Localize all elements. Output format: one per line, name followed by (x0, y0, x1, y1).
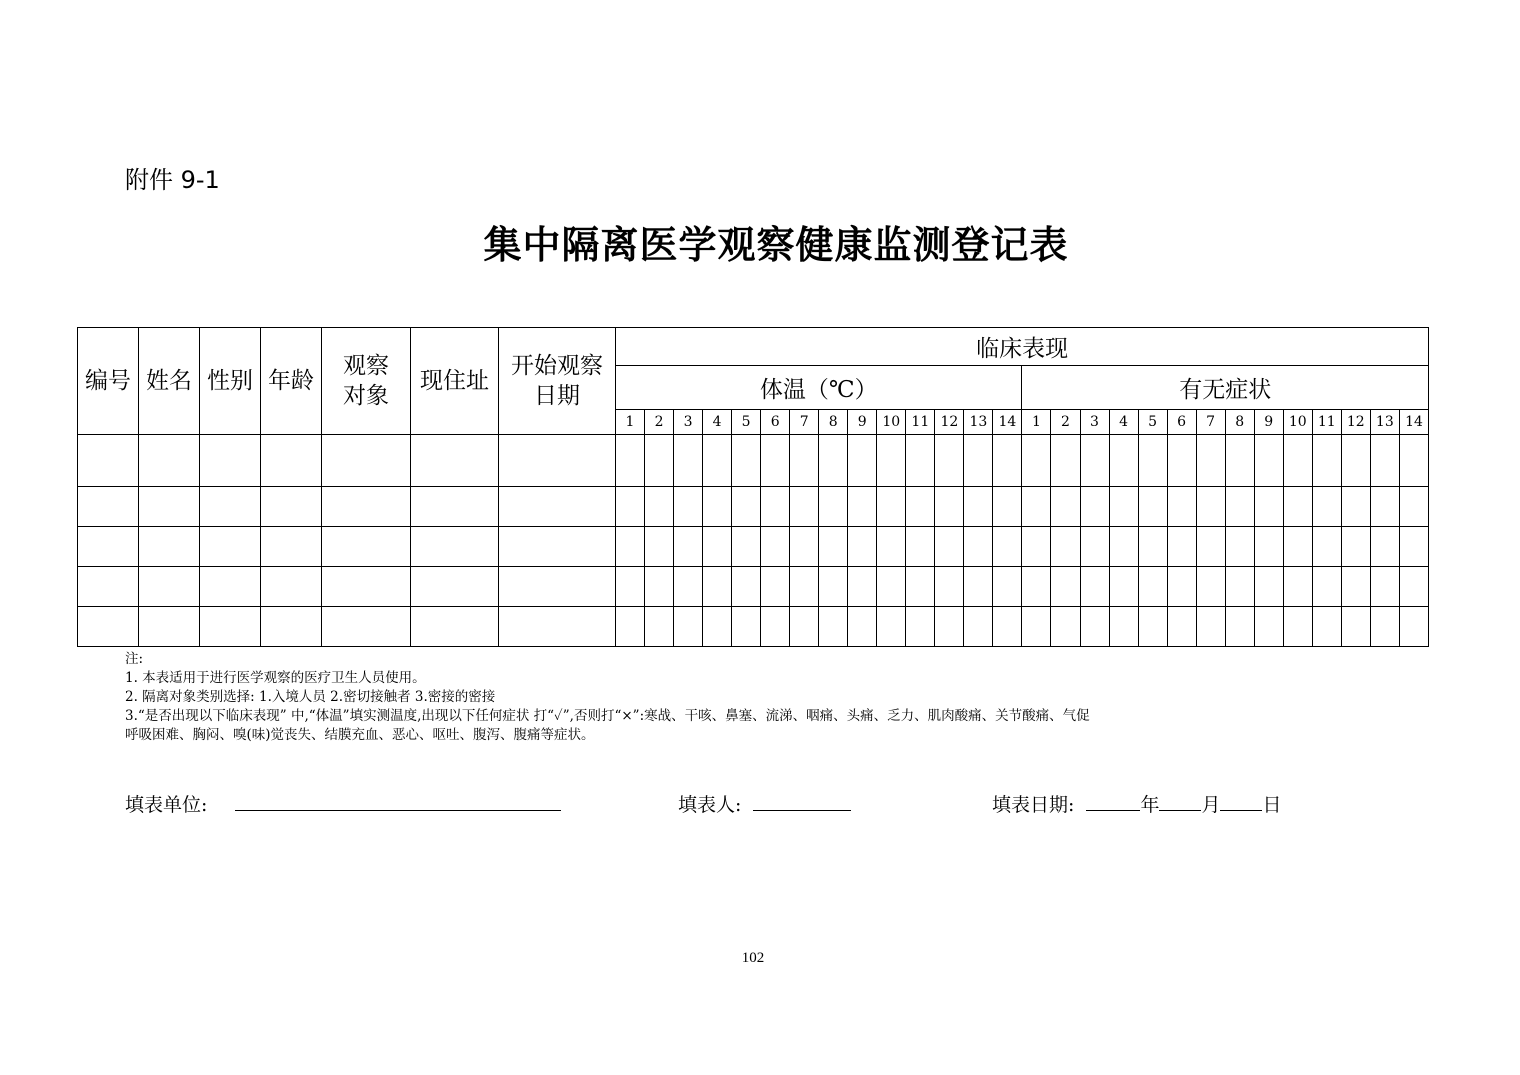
year-label: 年 (1140, 794, 1160, 816)
symptom-day-header: 12 (1341, 410, 1370, 435)
table-cell[interactable] (200, 487, 261, 527)
fill-date (992, 790, 1282, 817)
month-blank[interactable] (1159, 792, 1201, 811)
table-cell[interactable] (1399, 435, 1428, 487)
symptom-day-header: 2 (1051, 410, 1080, 435)
month-label: 月 (1201, 794, 1221, 816)
table-cell[interactable] (411, 567, 499, 607)
table-cell[interactable] (1167, 567, 1196, 607)
table-cell[interactable] (703, 607, 732, 647)
table-cell[interactable] (261, 487, 322, 527)
date-label: 填表日期: (992, 794, 1075, 816)
temperature-day-header: 14 (993, 410, 1022, 435)
table-cell[interactable] (1283, 487, 1312, 527)
table-cell[interactable] (139, 567, 200, 607)
attachment-label: 附件 9-1 (125, 166, 220, 194)
table-cell[interactable] (790, 607, 819, 647)
table-cell[interactable] (1254, 435, 1283, 487)
table-cell[interactable] (1370, 435, 1399, 487)
temperature-day-header: 3 (674, 410, 703, 435)
table-row (78, 487, 1429, 527)
table-cell[interactable] (139, 607, 200, 647)
table-cell[interactable] (819, 527, 848, 567)
table-cell[interactable] (1370, 567, 1399, 607)
table-cell[interactable] (732, 567, 761, 607)
table-cell[interactable] (1370, 607, 1399, 647)
symptom-day-header: 8 (1225, 410, 1254, 435)
symptom-day-header: 13 (1370, 410, 1399, 435)
table-cell[interactable] (790, 567, 819, 607)
table-cell[interactable] (1138, 607, 1167, 647)
note-item: 呼吸困难、胸闷、嗅(味)觉丧失、结膜充血、恶心、呕吐、腹泻、腹痛等症状。 (125, 727, 595, 743)
table-cell[interactable] (616, 487, 645, 527)
table-cell[interactable] (790, 487, 819, 527)
table-row (78, 607, 1429, 647)
table-cell[interactable] (1254, 527, 1283, 567)
filler-blank[interactable] (753, 792, 851, 811)
notes-heading: 注: (125, 651, 144, 667)
table-cell[interactable] (1341, 527, 1370, 567)
table-cell[interactable] (1022, 527, 1051, 567)
table-cell[interactable] (1051, 567, 1080, 607)
symptoms-header: 有无症状 (1022, 366, 1429, 410)
temperature-header: 体温（℃） (616, 366, 1022, 410)
header-name (139, 328, 200, 435)
table-cell[interactable] (1283, 567, 1312, 607)
table-cell[interactable] (322, 567, 411, 607)
table-cell[interactable] (322, 435, 411, 487)
table-cell[interactable] (674, 487, 703, 527)
table-cell[interactable] (674, 527, 703, 567)
note-item: 1. 本表适用于进行医学观察的医疗卫生人员使用。 (125, 670, 426, 686)
table-cell[interactable] (1341, 487, 1370, 527)
table-cell[interactable] (616, 567, 645, 607)
fill-unit (125, 790, 561, 817)
table-cell[interactable] (78, 527, 139, 567)
notes (125, 650, 1090, 745)
table-cell[interactable] (1109, 567, 1138, 607)
table-cell[interactable] (322, 487, 411, 527)
registration-table (77, 327, 1429, 647)
table-cell[interactable] (78, 607, 139, 647)
table-cell[interactable] (1399, 487, 1428, 527)
table-row (78, 435, 1429, 487)
table-cell[interactable] (1225, 487, 1254, 527)
table-cell[interactable] (1196, 435, 1225, 487)
table-cell[interactable] (1399, 527, 1428, 567)
table-cell[interactable] (645, 567, 674, 607)
table-cell[interactable] (819, 487, 848, 527)
table-cell[interactable] (1225, 607, 1254, 647)
symptom-day-header: 4 (1109, 410, 1138, 435)
symptom-day-header: 7 (1196, 410, 1225, 435)
symptom-day-header: 1 (1022, 410, 1051, 435)
table-cell[interactable] (499, 607, 616, 647)
table-cell[interactable] (1080, 487, 1109, 527)
table-cell[interactable] (1080, 527, 1109, 567)
table-cell[interactable] (848, 567, 877, 607)
table-cell[interactable] (761, 567, 790, 607)
temperature-day-header: 13 (964, 410, 993, 435)
table-cell[interactable] (819, 567, 848, 607)
table-cell[interactable] (819, 435, 848, 487)
table-cell[interactable] (1051, 487, 1080, 527)
table-cell[interactable] (411, 435, 499, 487)
table-cell[interactable] (499, 435, 616, 487)
table-cell[interactable] (732, 607, 761, 647)
symptom-day-header: 5 (1138, 410, 1167, 435)
temperature-day-header: 9 (848, 410, 877, 435)
table-cell[interactable] (1312, 527, 1341, 567)
header-subject (322, 328, 411, 435)
table-cell[interactable] (877, 527, 906, 567)
table-cell[interactable] (139, 527, 200, 567)
table-cell[interactable] (964, 527, 993, 567)
table-cell[interactable] (1109, 607, 1138, 647)
table-cell[interactable] (703, 527, 732, 567)
table-cell[interactable] (993, 607, 1022, 647)
table-cell[interactable] (703, 567, 732, 607)
table-cell[interactable] (1196, 607, 1225, 647)
fill-filler (678, 790, 851, 817)
table-cell[interactable] (1051, 607, 1080, 647)
table-cell[interactable] (78, 487, 139, 527)
table-cell[interactable] (645, 487, 674, 527)
table-cell[interactable] (906, 607, 935, 647)
table-cell[interactable] (848, 487, 877, 527)
table-cell[interactable] (790, 527, 819, 567)
unit-blank[interactable] (235, 792, 561, 811)
table-cell[interactable] (1254, 607, 1283, 647)
temperature-day-header: 10 (877, 410, 906, 435)
table-cell[interactable] (732, 487, 761, 527)
table-cell[interactable] (1283, 527, 1312, 567)
table-cell[interactable] (732, 435, 761, 487)
table-cell[interactable] (1051, 527, 1080, 567)
table-cell[interactable] (1399, 567, 1428, 607)
table-cell[interactable] (993, 487, 1022, 527)
table-cell[interactable] (964, 567, 993, 607)
table-cell[interactable] (877, 487, 906, 527)
table-cell[interactable] (322, 527, 411, 567)
table-cell[interactable] (848, 435, 877, 487)
table-cell[interactable] (993, 527, 1022, 567)
unit-label: 填表单位: (125, 794, 208, 816)
header-start_date (499, 328, 616, 435)
table-cell[interactable] (703, 435, 732, 487)
table-cell[interactable] (1312, 607, 1341, 647)
header-line: 姓名 (146, 368, 192, 394)
table-cell[interactable] (200, 435, 261, 487)
table-cell[interactable] (499, 487, 616, 527)
table-cell[interactable] (139, 435, 200, 487)
table-cell[interactable] (674, 567, 703, 607)
temperature-day-header: 2 (645, 410, 674, 435)
table-cell[interactable] (78, 567, 139, 607)
table-cell[interactable] (964, 435, 993, 487)
table-cell[interactable] (1254, 487, 1283, 527)
symptom-day-header: 3 (1080, 410, 1109, 435)
table-cell[interactable] (499, 527, 616, 567)
table-cell[interactable] (906, 435, 935, 487)
table-cell[interactable] (1399, 607, 1428, 647)
table-cell[interactable] (200, 527, 261, 567)
header-address (411, 328, 499, 435)
table-cell[interactable] (1196, 527, 1225, 567)
table-cell[interactable] (1196, 567, 1225, 607)
page-number: 102 (741, 950, 765, 966)
table-cell[interactable] (1312, 487, 1341, 527)
table-cell[interactable] (645, 435, 674, 487)
header-line: 现住址 (420, 368, 489, 394)
table-cell[interactable] (411, 607, 499, 647)
table-cell[interactable] (1138, 487, 1167, 527)
symptom-day-header: 11 (1312, 410, 1341, 435)
table-cell[interactable] (261, 527, 322, 567)
temperature-day-header: 5 (732, 410, 761, 435)
table-cell[interactable] (964, 487, 993, 527)
table-cell[interactable] (1167, 527, 1196, 567)
table-cell[interactable] (993, 567, 1022, 607)
symptom-day-header: 10 (1283, 410, 1312, 435)
table-cell[interactable] (1051, 435, 1080, 487)
header-line: 年龄 (268, 368, 314, 394)
table-cell[interactable] (761, 435, 790, 487)
table-cell[interactable] (935, 487, 964, 527)
header-line: 对象 (343, 383, 389, 409)
table-cell[interactable] (616, 527, 645, 567)
table-cell[interactable] (906, 487, 935, 527)
table-cell[interactable] (761, 527, 790, 567)
table-cell[interactable] (645, 527, 674, 567)
table-cell[interactable] (761, 607, 790, 647)
table-cell[interactable] (1138, 527, 1167, 567)
table-cell[interactable] (1312, 567, 1341, 607)
table-cell[interactable] (499, 567, 616, 607)
table-cell[interactable] (1370, 527, 1399, 567)
table-cell[interactable] (935, 527, 964, 567)
table-cell[interactable] (1138, 567, 1167, 607)
symptom-day-header: 14 (1399, 410, 1428, 435)
temperature-day-header: 4 (703, 410, 732, 435)
temperature-day-header: 11 (906, 410, 935, 435)
table-cell[interactable] (1109, 487, 1138, 527)
page-title: 集中隔离医学观察健康监测登记表 (483, 223, 1069, 267)
table-cell[interactable] (1167, 487, 1196, 527)
table-cell[interactable] (322, 607, 411, 647)
table-cell[interactable] (616, 607, 645, 647)
table-cell[interactable] (1225, 435, 1254, 487)
table-cell[interactable] (1341, 607, 1370, 647)
temperature-day-header: 12 (935, 410, 964, 435)
table-cell[interactable] (261, 435, 322, 487)
table-cell[interactable] (1022, 567, 1051, 607)
table-cell[interactable] (411, 487, 499, 527)
header-line: 开始观察 (511, 353, 603, 379)
table-cell[interactable] (1341, 435, 1370, 487)
table-cell[interactable] (877, 607, 906, 647)
table-cell[interactable] (1080, 567, 1109, 607)
temperature-day-header: 8 (819, 410, 848, 435)
table-cell[interactable] (1109, 527, 1138, 567)
table-cell[interactable] (993, 435, 1022, 487)
temperature-day-header: 6 (761, 410, 790, 435)
table-cell[interactable] (1196, 487, 1225, 527)
table-cell[interactable] (645, 607, 674, 647)
table-cell[interactable] (703, 487, 732, 527)
table-cell[interactable] (1283, 607, 1312, 647)
table-cell[interactable] (1022, 435, 1051, 487)
table-cell[interactable] (732, 527, 761, 567)
table-cell[interactable] (1080, 435, 1109, 487)
header-line: 性别 (207, 368, 253, 394)
table-cell[interactable] (1341, 567, 1370, 607)
table-cell[interactable] (139, 487, 200, 527)
table-cell[interactable] (1022, 487, 1051, 527)
header-line: 日期 (534, 383, 580, 409)
table-cell[interactable] (819, 607, 848, 647)
table-cell[interactable] (1225, 527, 1254, 567)
table-cell[interactable] (1167, 607, 1196, 647)
table-cell[interactable] (261, 607, 322, 647)
table-cell[interactable] (1022, 607, 1051, 647)
table-cell[interactable] (1283, 435, 1312, 487)
table-cell[interactable] (1254, 567, 1283, 607)
table-cell[interactable] (877, 567, 906, 607)
table-cell[interactable] (906, 567, 935, 607)
header-age (261, 328, 322, 435)
table-cell[interactable] (877, 435, 906, 487)
filler-label: 填表人: (678, 794, 742, 816)
header-sex (200, 328, 261, 435)
note-item: 3.“是否出现以下临床表现” 中,“体温”填实测温度,出现以下任何症状 打“✓”,否则打“×”:寒战、干咳、鼻塞、流涕、咽痛、头痛、乏力、肌肉酸痛、关节酸痛、气促 (125, 708, 1090, 724)
table-cell[interactable] (935, 567, 964, 607)
temperature-day-header: 7 (790, 410, 819, 435)
clinical-header: 临床表现 (616, 328, 1429, 366)
header-line: 观察 (343, 353, 389, 379)
table-cell[interactable] (761, 487, 790, 527)
table-cell[interactable] (78, 435, 139, 487)
table-cell[interactable] (261, 567, 322, 607)
table-cell[interactable] (848, 607, 877, 647)
day-blank[interactable] (1220, 792, 1262, 811)
table-cell[interactable] (411, 527, 499, 567)
table-cell[interactable] (790, 435, 819, 487)
table-cell[interactable] (1138, 435, 1167, 487)
table-cell[interactable] (674, 607, 703, 647)
note-item: 2. 隔离对象类别选择: 1.入境人员 2.密切接触者 3.密接的密接 (125, 689, 496, 705)
table-cell[interactable] (906, 527, 935, 567)
symptom-day-header: 6 (1167, 410, 1196, 435)
table-cell[interactable] (200, 607, 261, 647)
table-row (78, 567, 1429, 607)
table-cell[interactable] (935, 607, 964, 647)
header-line: 编号 (85, 368, 131, 394)
table-cell[interactable] (674, 435, 703, 487)
day-label: 日 (1262, 794, 1282, 816)
table-cell[interactable] (1370, 487, 1399, 527)
table-row (78, 527, 1429, 567)
temperature-day-header: 1 (616, 410, 645, 435)
table-cell[interactable] (1312, 435, 1341, 487)
table-cell[interactable] (1080, 607, 1109, 647)
table-cell[interactable] (1225, 567, 1254, 607)
symptom-day-header: 9 (1254, 410, 1283, 435)
table-cell[interactable] (1167, 435, 1196, 487)
table-cell[interactable] (616, 435, 645, 487)
table-cell[interactable] (1109, 435, 1138, 487)
table-cell[interactable] (848, 527, 877, 567)
table-cell[interactable] (200, 567, 261, 607)
table-cell[interactable] (964, 607, 993, 647)
year-blank[interactable] (1086, 792, 1140, 811)
header-id (78, 328, 139, 435)
table-cell[interactable] (935, 435, 964, 487)
